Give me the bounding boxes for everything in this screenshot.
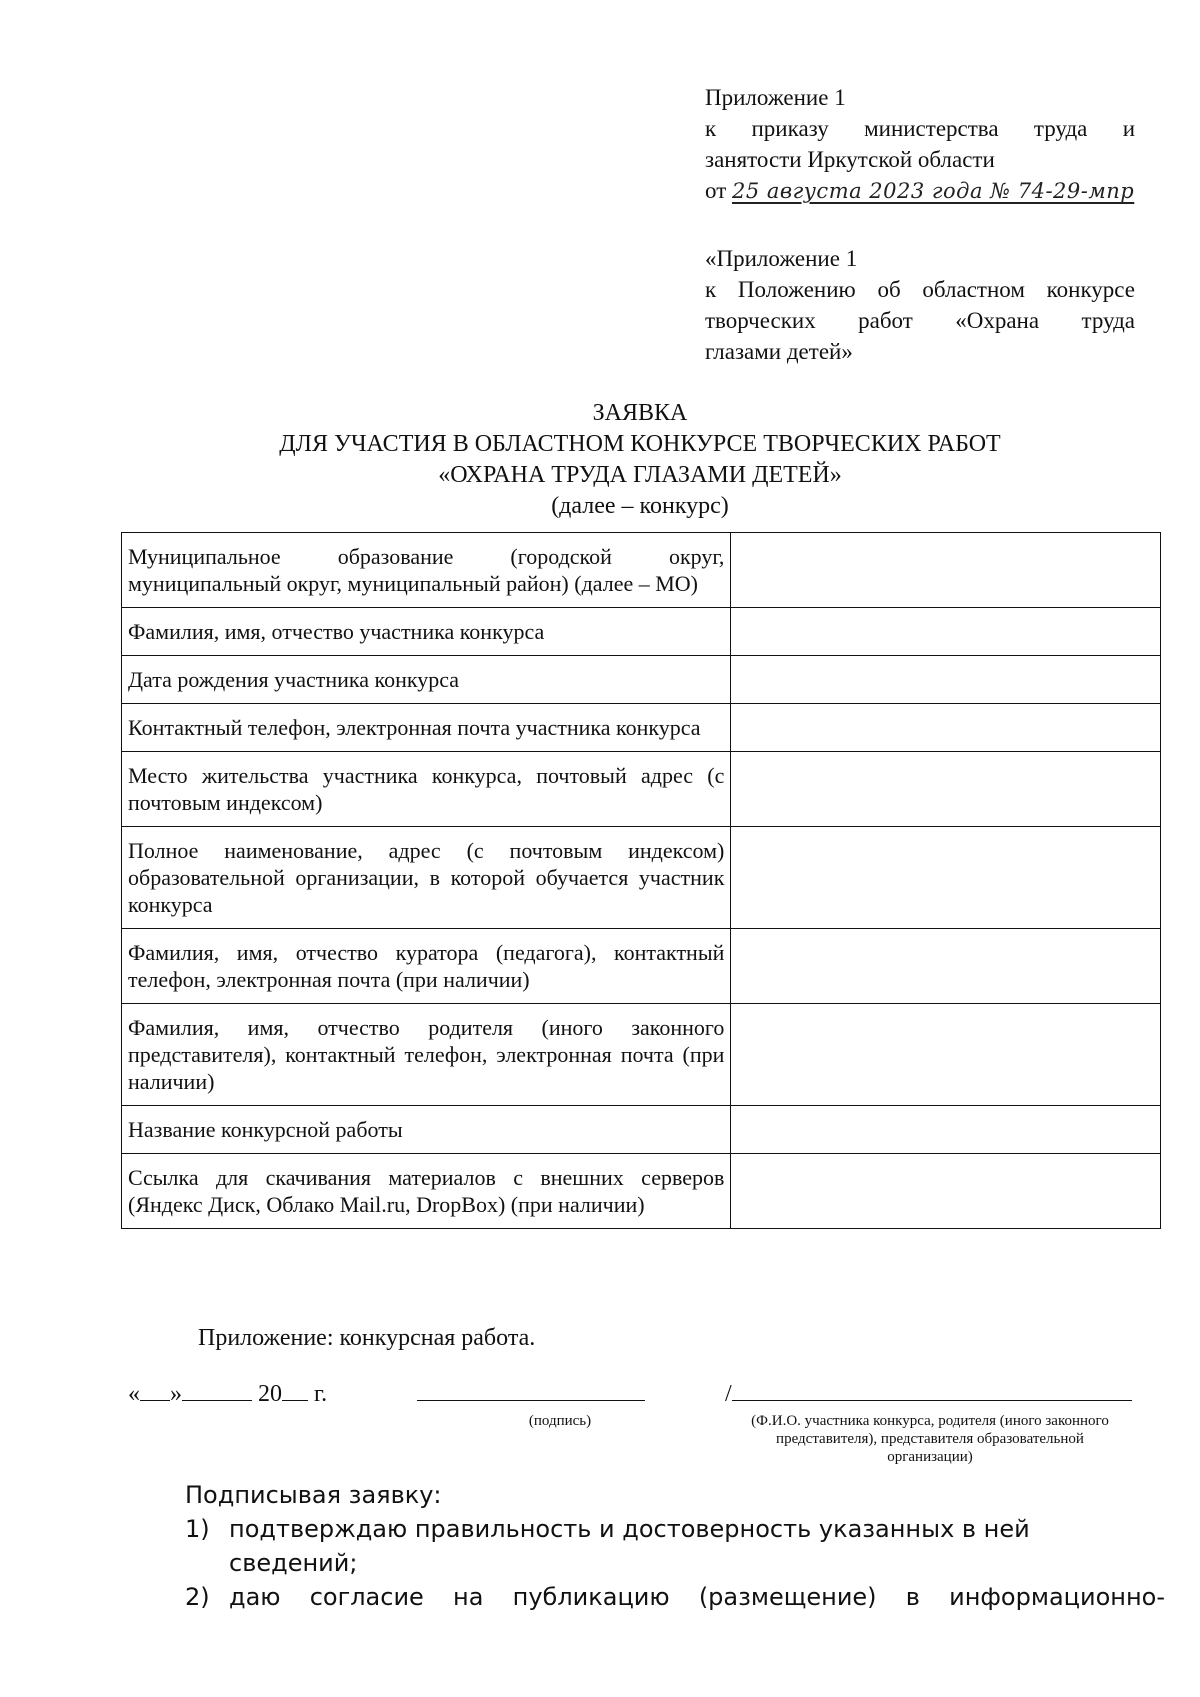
form-subtitle-line2: «ОХРАНА ТРУДА ГЛАЗАМИ ДЕТЕЙ» (438, 462, 842, 488)
appendix-order-block (705, 82, 1135, 207)
consent-item-2-text: даю согласие на публикацию (размещение) в информационно- (229, 1583, 1165, 1611)
appendix-order-date-line (705, 175, 1135, 207)
table-row (122, 752, 1161, 827)
form-title-block (110, 398, 1170, 522)
appendix-order-line2: к приказу министерства труда и (705, 116, 1135, 141)
table-row (122, 1154, 1161, 1229)
application-form-table (121, 532, 1161, 1229)
appendix-order-line3: занятости Иркутской области (705, 147, 995, 172)
table-row (122, 1004, 1161, 1106)
signature-blank[interactable] (417, 1378, 645, 1401)
consent-heading: Подписывая заявку: (185, 1481, 442, 1509)
table-row (122, 827, 1161, 929)
consent-item-1 (185, 1512, 1165, 1580)
row-value-residence[interactable] (731, 752, 1161, 827)
date-open-quote: « (128, 1381, 140, 1407)
consent-item-1-number: 1) (185, 1515, 210, 1543)
table-row (122, 656, 1161, 704)
consent-item-2-number: 2) (185, 1583, 210, 1611)
form-subtitle-line1: ДЛЯ УЧАСТИЯ В ОБЛАСТНОМ КОНКУРСЕ ТВОРЧЕСКИХ РАБОТ (279, 431, 1001, 457)
row-label-residence: Место жительства участника конкурса, почтовый адрес (с почтовым индексом) (122, 752, 731, 827)
date-field[interactable] (128, 1378, 327, 1408)
row-value-school[interactable] (731, 827, 1161, 929)
attachment-note: Приложение: конкурсная работа. (198, 1325, 536, 1351)
name-blank[interactable] (732, 1378, 1132, 1401)
row-label-parent: Фамилия, имя, отчество родителя (иного законного представителя), контактный телефон, электронная почта (при наличии) (122, 1004, 731, 1106)
row-label-curator: Фамилия, имя, отчество куратора (педагога), контактный телефон, электронная почта (при наличии) (122, 929, 731, 1004)
table-row (122, 533, 1161, 608)
form-title: ЗАЯВКА (592, 400, 688, 426)
consent-item-1-text: подтверждаю правильность и достоверность указанных в ней сведений; (229, 1515, 1030, 1577)
name-caption-line2: представителя), представителя образовательной (776, 1431, 1084, 1447)
row-value-curator[interactable] (731, 929, 1161, 1004)
appendix-order-date-prefix: от (705, 178, 727, 203)
consent-block (185, 1478, 1165, 1614)
name-slash: / (725, 1381, 732, 1407)
row-value-birth-date[interactable] (731, 656, 1161, 704)
appendix-regulation-title: «Приложение 1 (705, 246, 858, 271)
year-prefix: 20 (258, 1381, 282, 1407)
row-label-birth-date: Дата рождения участника конкурса (122, 656, 731, 704)
row-value-parent[interactable] (731, 1004, 1161, 1106)
date-close-quote: » (170, 1381, 182, 1407)
row-label-work-title: Название конкурсной работы (122, 1106, 731, 1154)
row-value-participant-name[interactable] (731, 608, 1161, 656)
row-label-download-link: Ссылка для скачивания материалов с внешних серверов (Яндекс Диск, Облако Mail.ru, DropBox) (при наличии) (122, 1154, 731, 1229)
appendix-order-title: Приложение 1 (705, 85, 846, 110)
row-label-municipality: Муниципальное образование (городской округ, муниципальный округ, муниципальный район) (далее – МО) (122, 533, 731, 608)
appendix-regulation-line2: к Положению об областном конкурсе (705, 277, 1135, 302)
name-field[interactable] (725, 1378, 1132, 1408)
year-blank[interactable] (282, 1378, 308, 1401)
row-label-participant-name: Фамилия, имя, отчество участника конкурса (122, 608, 731, 656)
month-blank[interactable] (182, 1378, 252, 1401)
appendix-regulation-line3: творческих работ «Охрана труда (705, 308, 1135, 333)
consent-item-2 (185, 1580, 1165, 1614)
row-value-work-title[interactable] (731, 1106, 1161, 1154)
day-blank[interactable] (140, 1378, 170, 1401)
appendix-regulation-block (705, 243, 1135, 367)
row-label-contacts: Контактный телефон, электронная почта участника конкурса (122, 704, 731, 752)
table-row (122, 929, 1161, 1004)
form-subtitle-note: (далее – конкурс) (551, 493, 729, 519)
row-label-school: Полное наименование, адрес (с почтовым индексом) образовательной организации, в которой обучается участник конкурса (122, 827, 731, 929)
year-suffix: г. (314, 1381, 328, 1407)
handwritten-order-date: 25 августа 2023 года № 74-29-мпр (732, 179, 1135, 203)
appendix-regulation-line4: глазами детей» (705, 339, 853, 364)
row-value-municipality[interactable] (731, 533, 1161, 608)
table-row (122, 1106, 1161, 1154)
signature-field[interactable] (417, 1378, 645, 1408)
table-row (122, 608, 1161, 656)
name-caption-line3: организации) (887, 1449, 973, 1465)
row-value-contacts[interactable] (731, 704, 1161, 752)
name-caption (700, 1412, 1160, 1466)
row-value-download-link[interactable] (731, 1154, 1161, 1229)
signature-caption: (подпись) (528, 1413, 592, 1429)
name-caption-line1: (Ф.И.О. участника конкурса, родителя (иного законного (751, 1413, 1109, 1429)
table-row (122, 704, 1161, 752)
